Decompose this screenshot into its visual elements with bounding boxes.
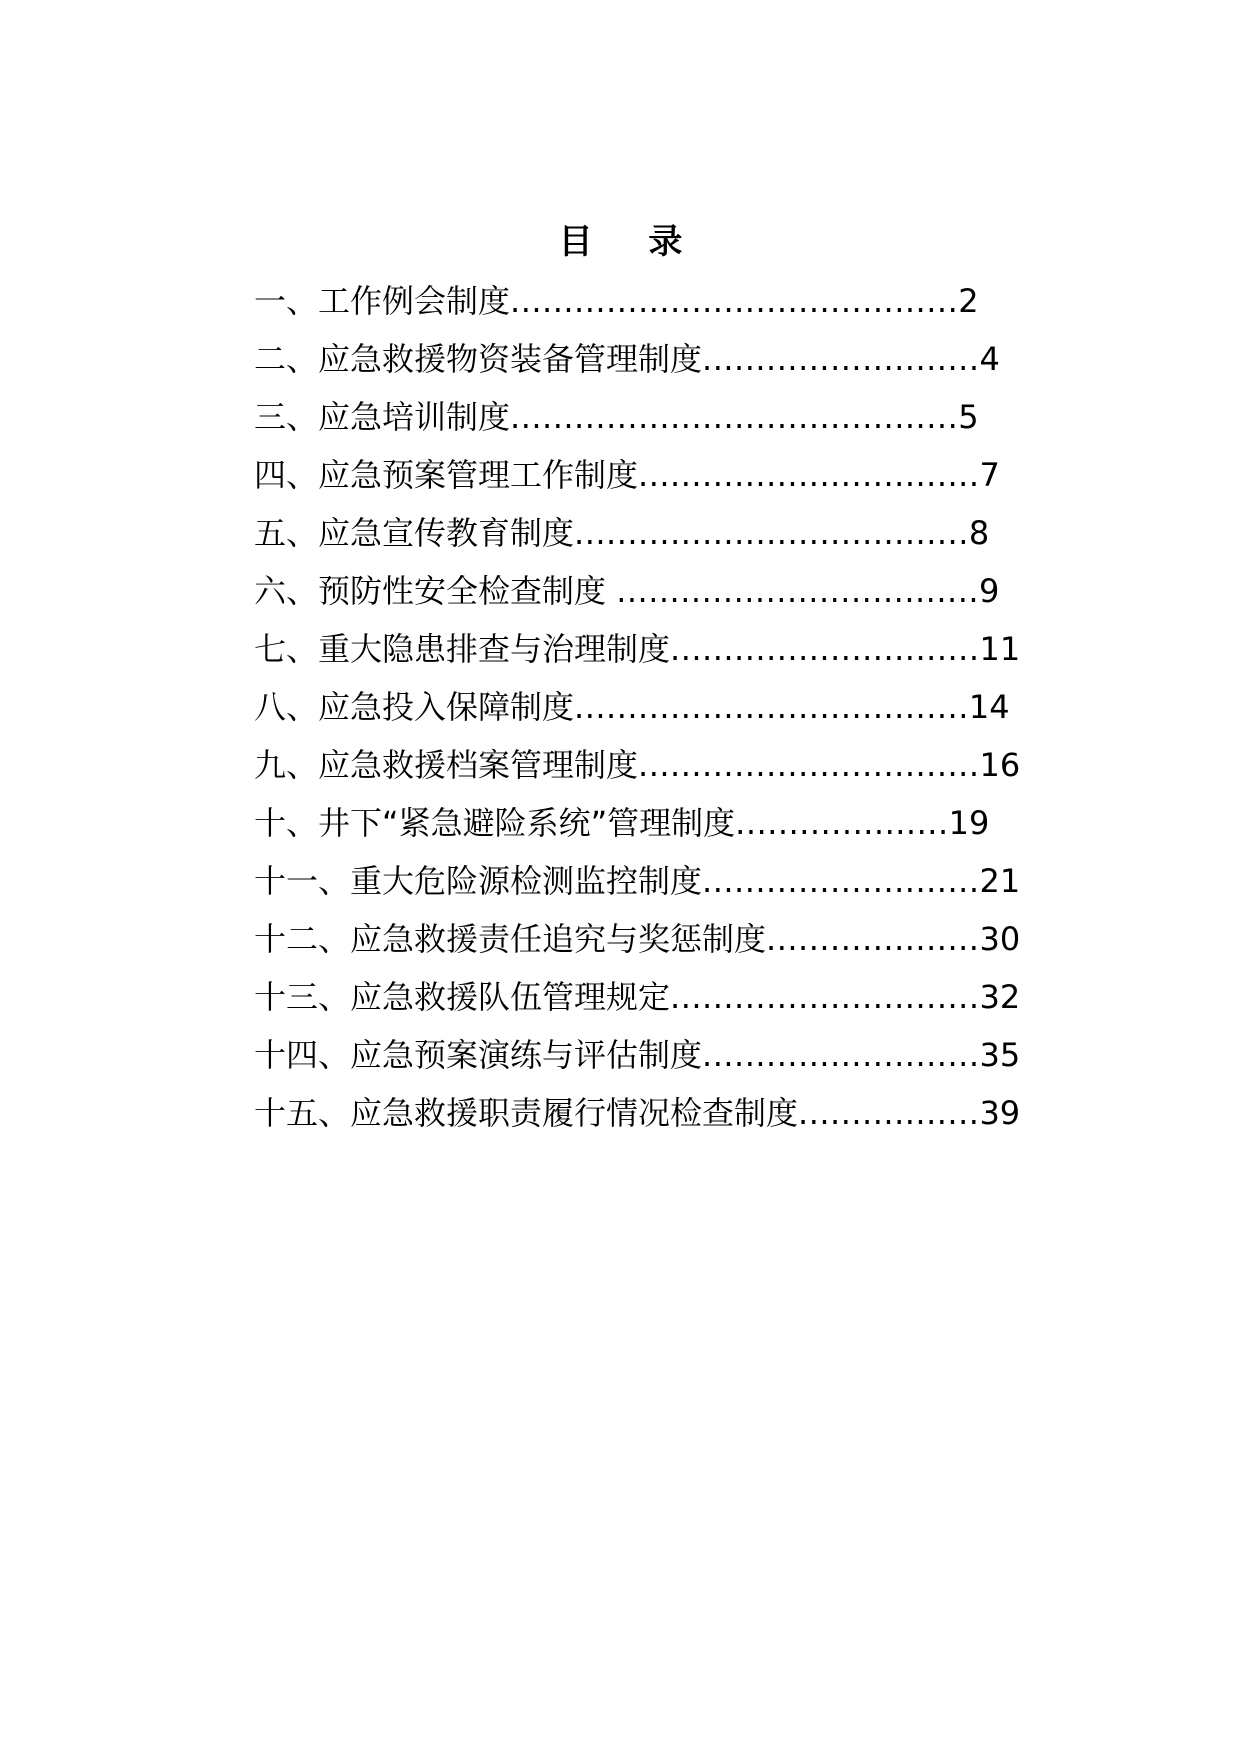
toc-entry <box>254 336 1054 394</box>
toc-title: 目 录 <box>558 222 705 262</box>
toc-leader-dots: ................. <box>798 1094 980 1132</box>
toc-page-number: 35 <box>979 1036 1021 1074</box>
toc-entry-text: 十四、应急预案演练与评估制度 <box>254 1036 703 1074</box>
toc-page-number: 9 <box>979 572 1000 610</box>
toc-leader-dots: .................... <box>735 804 949 842</box>
toc-entry-text: 十三、应急救援队伍管理规定 <box>254 978 671 1016</box>
toc-entry-text: 九、应急救援档案管理制度 <box>254 746 639 784</box>
toc-page-number: 19 <box>948 804 990 842</box>
toc-leader-dots: .......................... <box>702 1036 980 1074</box>
toc-entry <box>254 626 1054 684</box>
toc-page-number: 14 <box>968 688 1010 726</box>
toc-leader-dots: ............................. <box>670 630 980 668</box>
toc-page-number: 11 <box>979 630 1021 668</box>
toc-page-number: 32 <box>979 978 1021 1016</box>
toc-leader-dots: .......................... <box>702 340 980 378</box>
toc-entry-text: 四、应急预案管理工作制度 <box>254 456 639 494</box>
toc-entry-text: 十五、应急救援职责履行情况检查制度 <box>254 1094 799 1132</box>
toc-entry <box>254 510 1054 568</box>
toc-page-number: 30 <box>979 920 1021 958</box>
toc-entry <box>254 800 1054 858</box>
toc-leader-dots: ................................ <box>638 746 980 784</box>
toc-entry <box>254 278 1054 336</box>
toc-page-number: 4 <box>979 340 1000 378</box>
toc-page-number: 39 <box>979 1094 1021 1132</box>
toc-entry-text: 二、应急救援物资装备管理制度 <box>254 340 703 378</box>
toc-entry <box>254 916 1054 974</box>
toc-entry-text: 十一、重大危险源检测监控制度 <box>254 862 703 900</box>
toc-entry-text: 一、工作例会制度 <box>254 282 511 320</box>
toc-entry-text: 六、预防性安全检查制度 <box>254 572 617 610</box>
toc-leader-dots: .................................. <box>616 572 980 610</box>
toc-leader-dots: ............................. <box>670 978 980 1016</box>
toc-entry-text: 十、井下“紧急避险系统”管理制度 <box>254 804 736 842</box>
toc-page-number: 5 <box>958 398 979 436</box>
toc-entry <box>254 394 1054 452</box>
toc-leader-dots: ................................ <box>638 456 980 494</box>
toc-entry <box>254 858 1054 916</box>
toc-entry <box>254 1090 1054 1148</box>
toc-page-number: 2 <box>958 282 979 320</box>
toc-entry <box>254 684 1054 742</box>
toc-entry <box>254 974 1054 1032</box>
toc-entry-text: 五、应急宣传教育制度 <box>254 514 575 552</box>
toc-leader-dots: ..................................... <box>574 514 969 552</box>
toc-leader-dots: .......................... <box>702 862 980 900</box>
toc-entry-text: 三、应急培训制度 <box>254 398 511 436</box>
toc-entry-text: 七、重大隐患排查与治理制度 <box>254 630 671 668</box>
toc-page-number: 8 <box>968 514 990 552</box>
toc-leader-dots: ..................................... <box>574 688 969 726</box>
toc-page-number: 21 <box>979 862 1021 900</box>
toc-page-number: 7 <box>979 456 1000 494</box>
toc-leader-dots: .......................................... <box>510 398 959 436</box>
toc-leader-dots: .......................................... <box>510 282 959 320</box>
toc-entry <box>254 742 1054 800</box>
toc-entry-text: 十二、应急救援责任追究与奖惩制度 <box>254 920 767 958</box>
toc-leader-dots: .................... <box>766 920 980 958</box>
toc-entry <box>254 452 1054 510</box>
toc-list <box>254 278 1054 1148</box>
toc-entry <box>254 1032 1054 1090</box>
toc-entry-text: 八、应急投入保障制度 <box>254 688 575 726</box>
toc-page-number: 16 <box>979 746 1021 784</box>
toc-entry <box>254 568 1054 626</box>
